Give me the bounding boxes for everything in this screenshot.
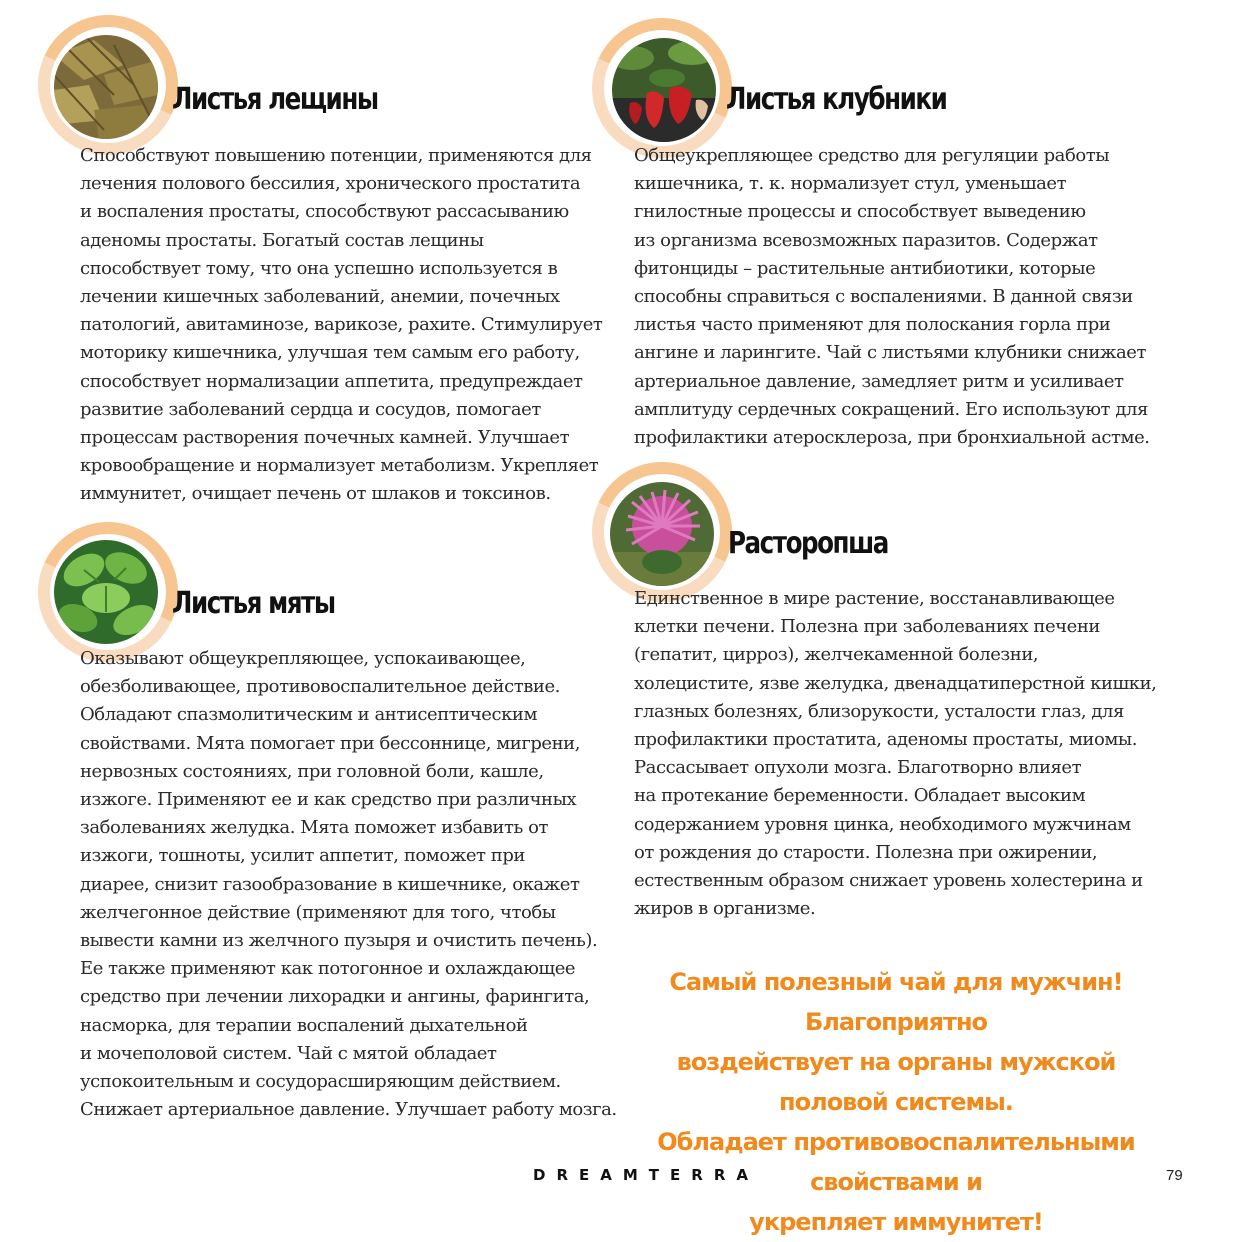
text-line: вывести камни из желчного пузыря и очистить печень). [80, 930, 598, 952]
section-body [634, 585, 1194, 923]
text-line: Ее также применяют как потогонное и охлаждающее [80, 958, 576, 980]
text-line: процессам растворения почечных камней. Улучшает [80, 427, 570, 449]
text-line: Единственное в мире растение, восстанавливающее [634, 588, 1115, 609]
text-line: заболеваниях желудка. Мята поможет избавить от [80, 817, 548, 839]
text-line: моторику кишечника, улучшая тем самым его работу, [80, 342, 580, 364]
section-title: Расторопша [728, 526, 888, 561]
promo-line: Обладает противовоспалительными свойствами и [657, 1128, 1135, 1196]
section-title: Листья клубники [726, 82, 947, 117]
section-title: Листья лещины [172, 82, 378, 117]
text-line: кровообращение и нормализует метаболизм. Укрепляет [80, 455, 599, 477]
text-line: способствует тому, что она успешно используется в [80, 257, 558, 279]
text-line: листья часто применяют для полоскания горла при [634, 314, 1111, 336]
promo-text [626, 962, 1166, 1242]
text-line: глазных болезнях, близорукости, усталости глаз, для [634, 700, 1124, 722]
text-line: кишечника, т. к. нормализует стул, уменьшает [634, 173, 1067, 195]
text-line: иммунитет, очищает печень от шлаков и токсинов. [80, 483, 551, 505]
promo-line: Самый полезный чай для мужчин! Благоприятно [669, 968, 1123, 1036]
text-line: содержанием уровня цинка, необходимого мужчинам [634, 813, 1131, 835]
text-line: ангине и ларингите. Чай с листьями клубники снижает [634, 342, 1147, 364]
text-line: профилактики простатита, аденомы простаты, миомы. [634, 729, 1138, 751]
promo-line: укрепляет иммунитет! [749, 1208, 1043, 1236]
text-line: и мочеполовой систем. Чай с мятой обладает [80, 1042, 497, 1064]
text-line: способны справиться с воспалениями. В данной связи [634, 286, 1133, 308]
text-line: Общеукрепляющее средство для регуляции работы [634, 145, 1110, 166]
promo-line: воздействует на органы мужской половой системы. [676, 1048, 1116, 1116]
brand-logo: DREAMTERRA [533, 1166, 759, 1184]
section-title: Листья мяты [172, 586, 335, 621]
text-line: изжоги, тошноты, усилит аппетит, поможет при [80, 845, 525, 867]
text-line: и воспаления простаты, способствуют рассасыванию [80, 201, 569, 223]
text-line: Способствуют повышению потенции, применяются для [80, 145, 592, 166]
text-line: холецистите, язве желудка, двенадцатиперстной кишки, [634, 672, 1157, 694]
text-line: успокоительным и сосудорасширяющим действием. [80, 1071, 561, 1093]
text-line: амплитуду сердечных сокращений. Его используют для [634, 398, 1148, 420]
text-line: изжоге. Применяют ее и как средство при различных [80, 789, 577, 811]
text-line: обезболивающее, противовоспалительное действие. [80, 676, 560, 698]
text-line: гнилостные процессы и способствует выведению [634, 201, 1086, 223]
text-line: средство при лечении лихорадки и ангины, фарингита, [80, 986, 590, 1008]
text-line: Снижает артериальное давление. Улучшает работу мозга. [80, 1099, 617, 1121]
text-line: способствует нормализации аппетита, предупреждает [80, 370, 583, 392]
text-line: развитие заболеваний сердца и сосудов, помогает [80, 398, 541, 420]
text-line: на протекание беременности. Обладает высоким [634, 785, 1086, 807]
text-line: насморка, для терапии воспалений дыхательной [80, 1014, 528, 1036]
text-line: диарее, снизит газообразование в кишечнике, окажет [80, 873, 580, 895]
text-line: жиров в организме. [634, 898, 816, 920]
text-line: лечения полового бессилия, хронического простатита [80, 173, 581, 195]
text-line: нервозных состояниях, при головной боли, кашле, [80, 760, 544, 782]
text-line: Рассасывает опухоли мозга. Благотворно влияет [634, 757, 1082, 779]
text-line: естественным образом снижает уровень холестерина и [634, 870, 1143, 892]
text-line: артериальное давление, замедляет ритм и усиливает [634, 370, 1124, 392]
text-line: желчегонное действие (применяют для того, чтобы [80, 901, 556, 923]
text-line: Оказывают общеукрепляющее, успокаивающее, [80, 648, 526, 669]
text-line: свойствами. Мята помогает при бессоннице, мигрени, [80, 732, 580, 754]
text-line: патологий, авитаминозе, варикозе, рахите. Стимулирует [80, 314, 603, 336]
text-line: фитонциды – растительные антибиотики, которые [634, 257, 1096, 279]
text-line: из организма всевозможных паразитов. Содержат [634, 229, 1098, 251]
text-line: клетки печени. Полезна при заболеваниях печени [634, 616, 1100, 638]
text-line: (гепатит, цирроз), желчекаменной болезни, [634, 644, 1039, 666]
text-line: профилактики атеросклероза, при бронхиальной астме. [634, 427, 1150, 449]
milk-thistle-photo [610, 482, 714, 586]
text-line: аденомы простаты. Богатый состав лещины [80, 229, 484, 251]
text-line: от рождения до старости. Полезна при ожирении, [634, 841, 1098, 863]
text-line: лечении кишечных заболеваний, анемии, почечных [80, 286, 560, 308]
page-number: 79 [1166, 1167, 1183, 1184]
text-line: Обладают спазмолитическим и антисептическим [80, 704, 537, 726]
